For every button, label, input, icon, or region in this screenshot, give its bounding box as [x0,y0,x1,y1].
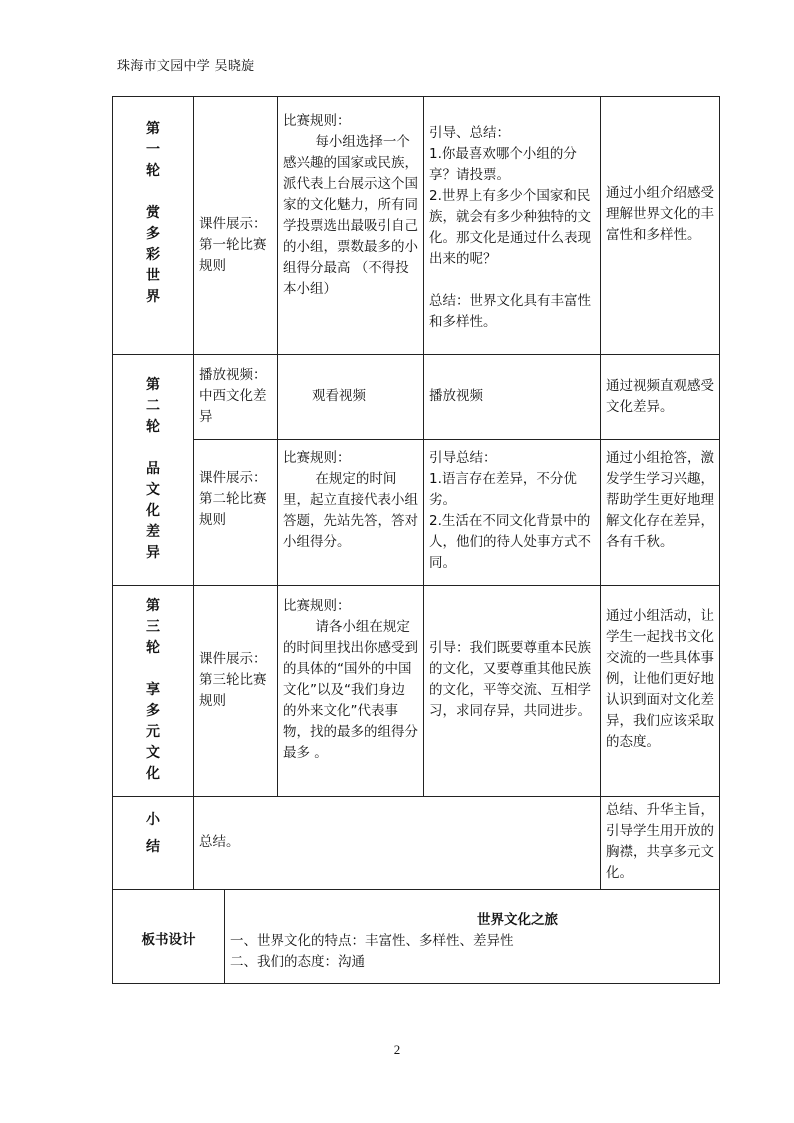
round2-purpose-cell: 通过小组抢答，激发学生学习兴趣，帮助学生更好地理解文化存在差异，各有千秋。 [600,439,720,585]
round2-video-activity-cell: 观看视频 [277,354,423,439]
activity-title: 比赛规则： [283,598,351,614]
round3-purpose-cell: 通过小组活动，让学生一起找书文化交流的一些具体事例，让他们更好地认识到面对文化差异，我们应该采取的态度。 [600,585,720,796]
round3-activity-cell [277,585,423,796]
round2-material-cell: 课件展示：第二轮比赛规则 [193,439,277,585]
summary-stage-cell: 小 结 [112,796,193,889]
round2-video-purpose-cell: 通过视频直观感受文化差异。 [600,354,720,439]
activity-body: 每小组选择一个感兴趣的国家或民族，派代表上台展示这个国家的文化魅力，所有同学投票选出最吸引自己的小组，票数最多的小组得分最高 （不得投本小组） [283,134,418,297]
board-title: 世界文化之旅 [477,912,558,928]
round2-activity-cell [277,439,423,585]
activity-body: 请各小组在规定的时间里找出你感受到的具体的“国外的中国文化”以及“我们身边的外来文化”代表事物，找的最多的组得分最多 。 [283,619,418,761]
round1-material-cell [193,96,277,354]
board-line-2: 二、我们的态度：沟通 [230,954,365,970]
table-right-border [719,96,720,984]
round1-stage-cell: 第 一 轮 赏 多 彩 世 界 [112,96,193,354]
round1-teacher-cell: 引导、总结： 1.你最喜欢哪个小组的分享？请投票。 2.世界上有多少个国家和民族，就会有多少种独特的文化。那文化是通过什么表现出来的呢？ 总结：世界文化具有丰富性和多样性。 [423,96,600,354]
board-label-cell: 板书设计 [112,889,224,984]
round3-stage-cell: 第 三 轮 享 多 元 文 化 [112,585,193,796]
round3-material-cell: 课件展示：第三轮比赛规则 [193,585,277,796]
round1-activity-cell [277,96,423,354]
page-number: 2 [393,1042,401,1057]
activity-body: 在规定的时间里，起立直接代表小组答题，先站先答，答对小组得分。 [283,471,418,550]
round2-video-material-cell: 播放视频：中西文化差异 [193,354,277,439]
round3-teacher-cell: 引导：我们既要尊重本民族的文化，又要尊重其他民族的文化，平等交流、互相学习，求同存异，共同进步。 [423,585,600,796]
round2-stage-cell: 第 二 轮 品 文 化 差 异 [112,354,193,585]
table-bottom-border [112,983,720,984]
round2-video-teacher-cell: 播放视频 [423,354,600,439]
summary-purpose-cell: 总结、升华主旨，引导学生用开放的胸襟，共享多元文化。 [600,796,720,889]
material-text: 课件展示：第一轮比赛规则 [199,216,267,274]
round1-purpose-cell: 通过小组介绍感受理解世界文化的丰富性和多样性。 [600,96,720,354]
school-name: 珠海市文园中学 [117,59,211,74]
activity-title: 比赛规则： [283,450,351,466]
round2-teacher-cell: 引导总结： 1.语言存在差异，不分优劣。 2.生活在不同文化背景中的人，他们的待人处事方式不同。 [423,439,600,585]
activity-title: 比赛规则： [283,113,351,129]
page-header [117,55,254,74]
summary-content-cell: 总结。 [193,796,600,889]
board-line-1: 一、世界文化的特点：丰富性、多样性、差异性 [230,933,514,949]
author-name: 吴晓旋 [214,59,255,74]
board-content-cell [224,889,720,984]
